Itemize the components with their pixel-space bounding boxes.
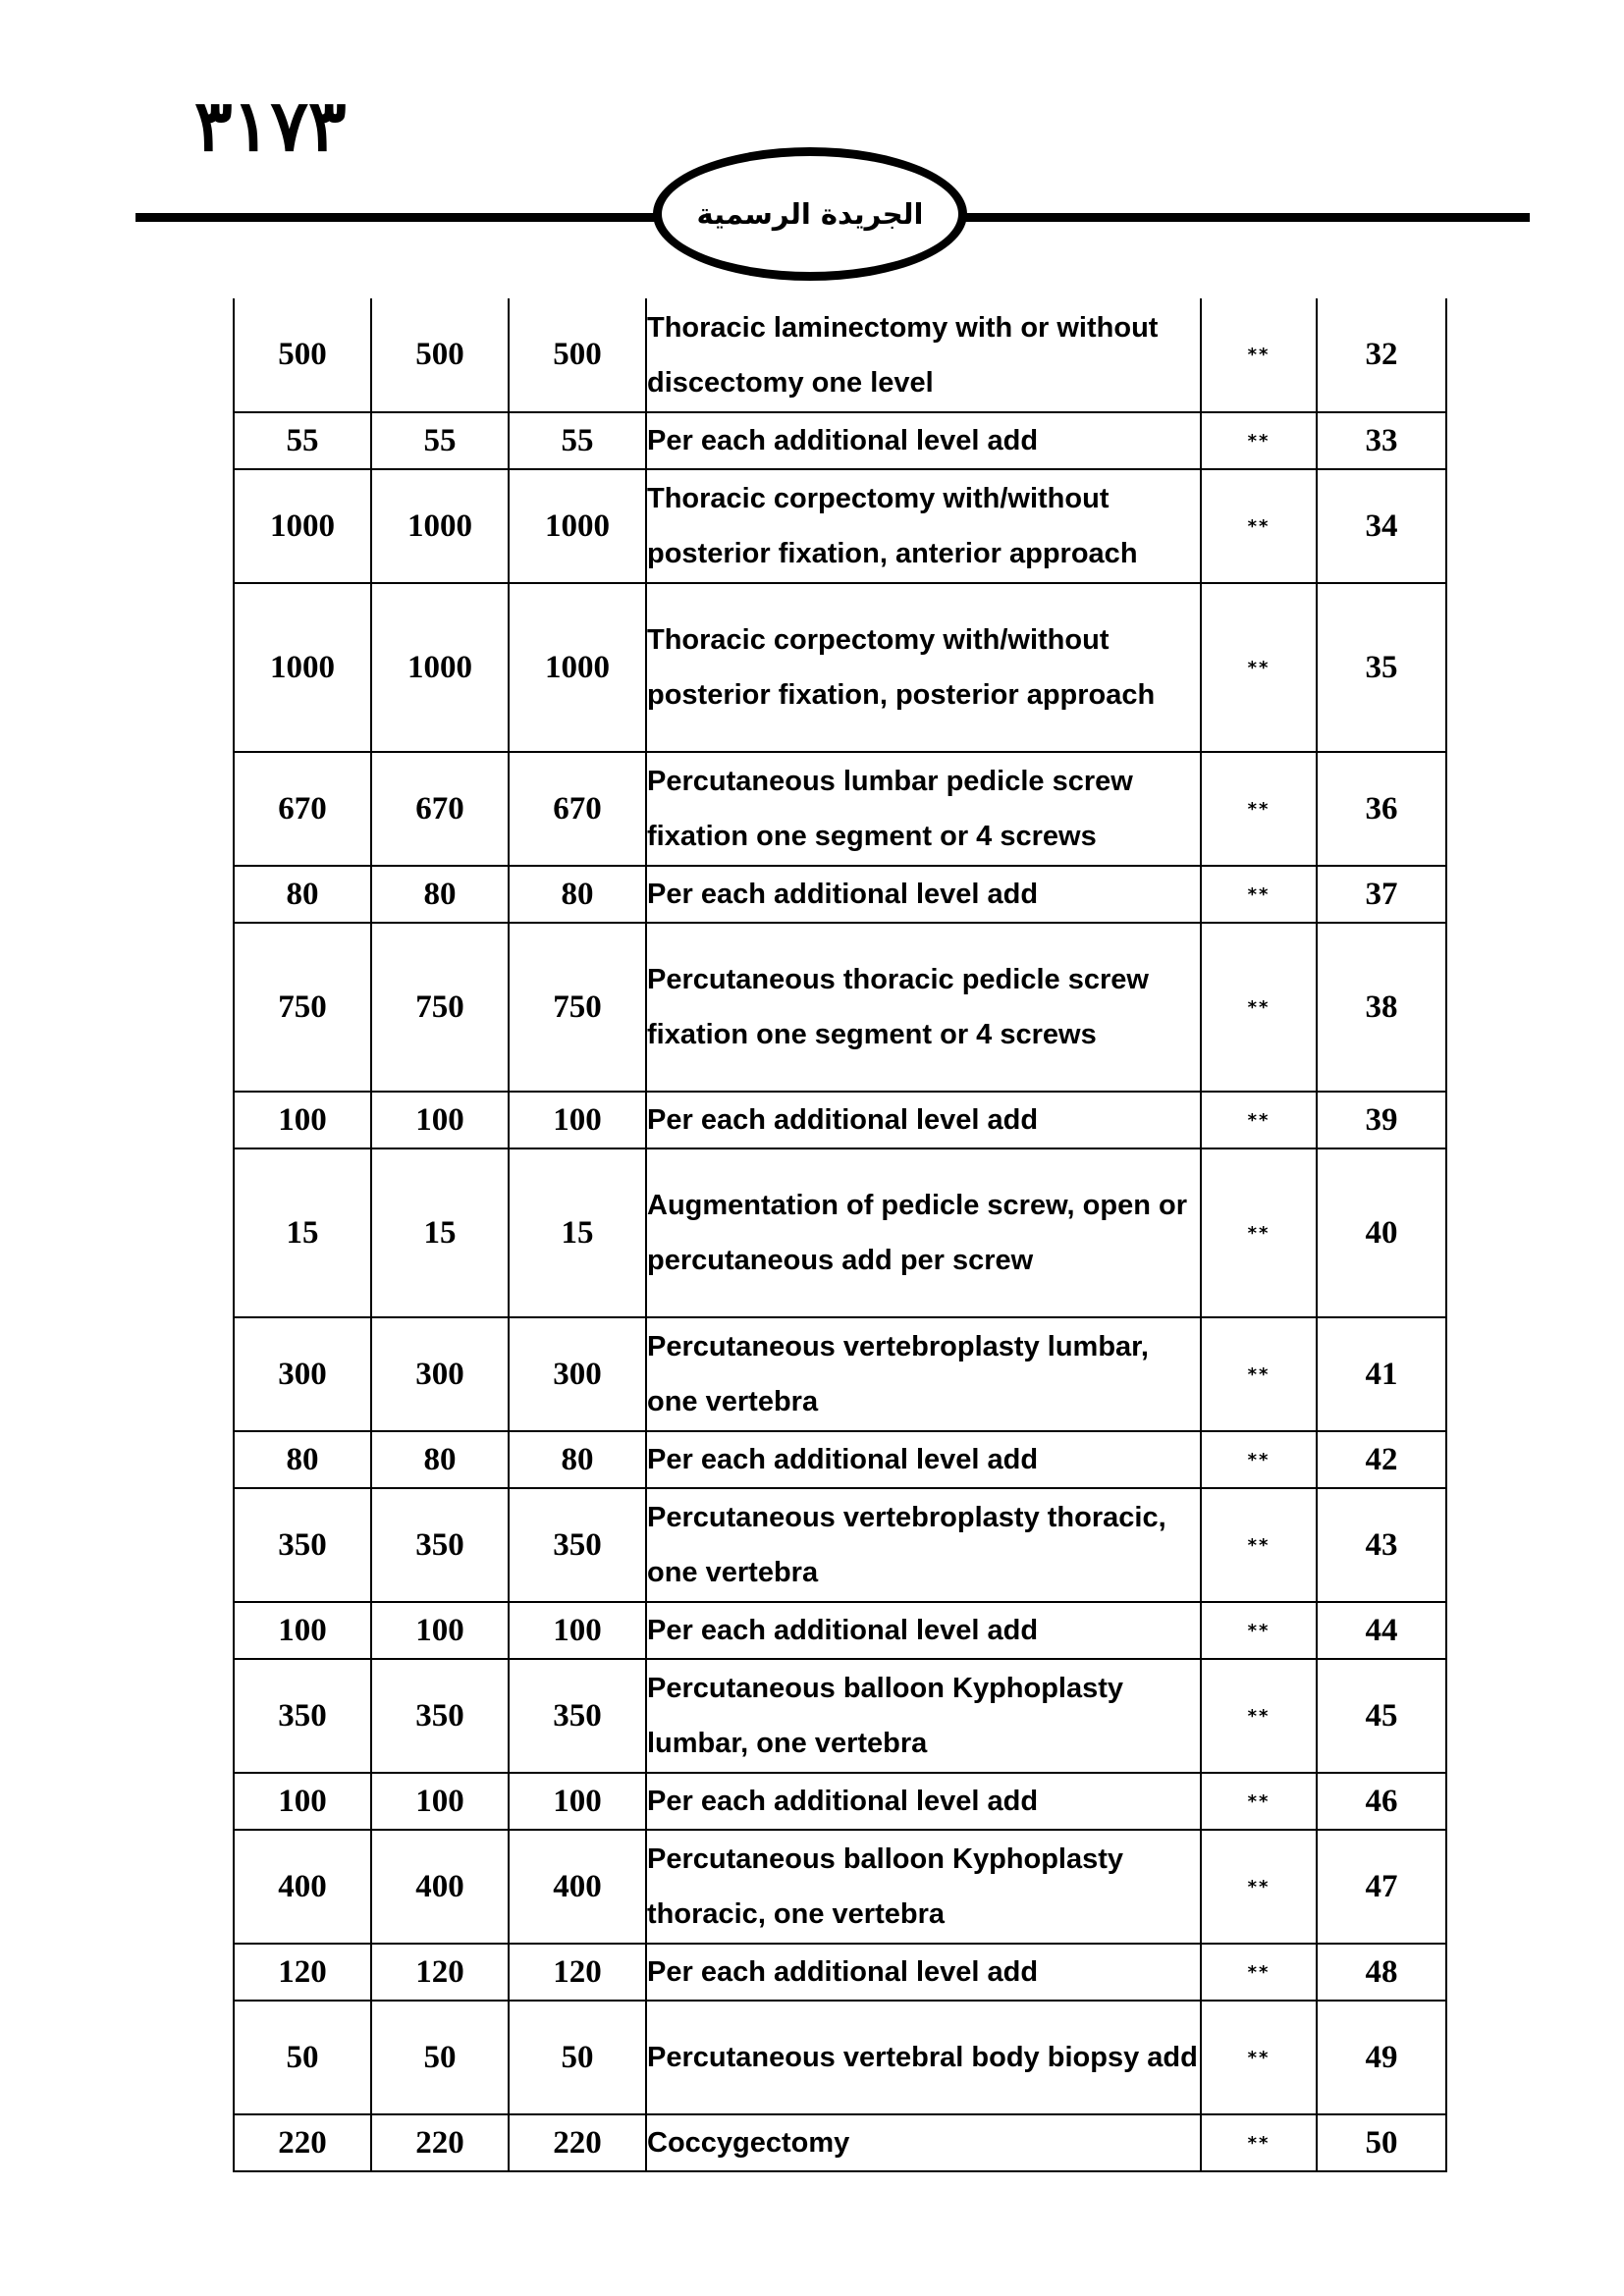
- table-row: [234, 583, 1446, 752]
- fee-value-cell: 1000: [509, 583, 646, 752]
- table-row: [234, 1944, 1446, 2001]
- fee-value-cell: 750: [234, 923, 371, 1092]
- fee-value-cell: 100: [234, 1773, 371, 1830]
- double-asterisk-mark: **: [1201, 412, 1317, 469]
- table-row: [234, 1830, 1446, 1944]
- fee-value-cell: 15: [509, 1148, 646, 1317]
- double-asterisk-mark: **: [1201, 1431, 1317, 1488]
- procedure-description-cell: Per each additional level add: [646, 866, 1201, 923]
- table-row: [234, 1148, 1446, 1317]
- double-asterisk-mark: **: [1201, 1092, 1317, 1148]
- fees-table-body: [234, 298, 1446, 2171]
- item-number-cell: 42: [1317, 1431, 1446, 1488]
- fee-value-cell: 100: [371, 1092, 509, 1148]
- procedure-description-cell: Per each additional level add: [646, 1092, 1201, 1148]
- double-asterisk-mark: **: [1201, 2001, 1317, 2114]
- item-number-cell: 37: [1317, 866, 1446, 923]
- fee-value-cell: 100: [371, 1773, 509, 1830]
- item-number-cell: 35: [1317, 583, 1446, 752]
- fee-value-cell: 100: [509, 1602, 646, 1659]
- fee-value-cell: 15: [234, 1148, 371, 1317]
- item-number-cell: 50: [1317, 2114, 1446, 2171]
- fee-value-cell: 120: [234, 1944, 371, 2001]
- fee-value-cell: 350: [371, 1488, 509, 1602]
- item-number-cell: 45: [1317, 1659, 1446, 1773]
- table-row: [234, 1431, 1446, 1488]
- procedure-description-cell: Augmentation of pedicle screw, open or percutaneous add per screw: [646, 1148, 1201, 1317]
- procedure-description-cell: Percutaneous thoracic pedicle screw fixation one segment or 4 screws: [646, 923, 1201, 1092]
- fee-value-cell: 50: [234, 2001, 371, 2114]
- table-row: [234, 1659, 1446, 1773]
- item-number-cell: 39: [1317, 1092, 1446, 1148]
- procedure-description-cell: Percutaneous balloon Kyphoplasty thoracic, one vertebra: [646, 1830, 1201, 1944]
- table-row: [234, 1488, 1446, 1602]
- fee-value-cell: 55: [509, 412, 646, 469]
- fee-value-cell: 300: [509, 1317, 646, 1431]
- item-number-cell: 43: [1317, 1488, 1446, 1602]
- fee-value-cell: 100: [371, 1602, 509, 1659]
- item-number-cell: 48: [1317, 1944, 1446, 2001]
- table-row: [234, 1317, 1446, 1431]
- fee-value-cell: 80: [234, 1431, 371, 1488]
- fee-value-cell: 400: [509, 1830, 646, 1944]
- fees-table: [233, 298, 1447, 2172]
- fee-value-cell: 1000: [371, 469, 509, 583]
- fee-value-cell: 120: [509, 1944, 646, 2001]
- gazette-title: الجريدة الرسمية: [696, 197, 924, 231]
- fee-value-cell: 300: [234, 1317, 371, 1431]
- fee-value-cell: 80: [371, 1431, 509, 1488]
- procedure-description-cell: Per each additional level add: [646, 412, 1201, 469]
- fee-value-cell: 670: [371, 752, 509, 866]
- fee-value-cell: 100: [509, 1773, 646, 1830]
- fee-value-cell: 350: [509, 1659, 646, 1773]
- fee-value-cell: 1000: [234, 469, 371, 583]
- item-number-cell: 33: [1317, 412, 1446, 469]
- procedure-description-cell: Per each additional level add: [646, 1944, 1201, 2001]
- procedure-description-cell: Per each additional level add: [646, 1602, 1201, 1659]
- fee-value-cell: 15: [371, 1148, 509, 1317]
- double-asterisk-mark: **: [1201, 583, 1317, 752]
- fee-value-cell: 350: [234, 1488, 371, 1602]
- procedure-description-cell: Percutaneous vertebroplasty thoracic, one vertebra: [646, 1488, 1201, 1602]
- table-row: [234, 412, 1446, 469]
- fee-value-cell: 55: [371, 412, 509, 469]
- double-asterisk-mark: **: [1201, 2114, 1317, 2171]
- fee-value-cell: 120: [371, 1944, 509, 2001]
- fee-value-cell: 670: [509, 752, 646, 866]
- table-row: [234, 298, 1446, 412]
- procedure-description-cell: Percutaneous vertebroplasty lumbar, one vertebra: [646, 1317, 1201, 1431]
- double-asterisk-mark: **: [1201, 1602, 1317, 1659]
- double-asterisk-mark: **: [1201, 1773, 1317, 1830]
- fee-value-cell: 55: [234, 412, 371, 469]
- double-asterisk-mark: **: [1201, 1148, 1317, 1317]
- item-number-cell: 40: [1317, 1148, 1446, 1317]
- double-asterisk-mark: **: [1201, 923, 1317, 1092]
- fee-value-cell: 80: [234, 866, 371, 923]
- item-number-cell: 41: [1317, 1317, 1446, 1431]
- item-number-cell: 38: [1317, 923, 1446, 1092]
- fee-value-cell: 80: [509, 866, 646, 923]
- double-asterisk-mark: **: [1201, 1944, 1317, 2001]
- fee-value-cell: 300: [371, 1317, 509, 1431]
- double-asterisk-mark: **: [1201, 752, 1317, 866]
- table-row: [234, 866, 1446, 923]
- procedure-description-cell: Per each additional level add: [646, 1431, 1201, 1488]
- fee-value-cell: 100: [509, 1092, 646, 1148]
- procedure-description-cell: Coccygectomy: [646, 2114, 1201, 2171]
- fee-value-cell: 50: [509, 2001, 646, 2114]
- fee-value-cell: 220: [509, 2114, 646, 2171]
- fee-value-cell: 220: [234, 2114, 371, 2171]
- double-asterisk-mark: **: [1201, 1830, 1317, 1944]
- fee-value-cell: 400: [371, 1830, 509, 1944]
- fee-value-cell: 50: [371, 2001, 509, 2114]
- table-row: [234, 1602, 1446, 1659]
- table-row: [234, 1092, 1446, 1148]
- table-row: [234, 469, 1446, 583]
- item-number-cell: 32: [1317, 298, 1446, 412]
- fee-value-cell: 100: [234, 1602, 371, 1659]
- table-row: [234, 1773, 1446, 1830]
- procedure-description-cell: Percutaneous vertebral body biopsy add: [646, 2001, 1201, 2114]
- double-asterisk-mark: **: [1201, 866, 1317, 923]
- fee-value-cell: 500: [509, 298, 646, 412]
- item-number-cell: 36: [1317, 752, 1446, 866]
- fee-value-cell: 100: [234, 1092, 371, 1148]
- fee-value-cell: 500: [234, 298, 371, 412]
- fee-value-cell: 670: [234, 752, 371, 866]
- item-number-cell: 47: [1317, 1830, 1446, 1944]
- fee-value-cell: 500: [371, 298, 509, 412]
- item-number-cell: 49: [1317, 2001, 1446, 2114]
- fee-value-cell: 1000: [371, 583, 509, 752]
- item-number-cell: 46: [1317, 1773, 1446, 1830]
- procedure-description-cell: Thoracic corpectomy with/without posterior fixation, anterior approach: [646, 469, 1201, 583]
- table-row: [234, 752, 1446, 866]
- procedure-description-cell: Percutaneous balloon Kyphoplasty lumbar, one vertebra: [646, 1659, 1201, 1773]
- procedure-description-cell: Thoracic corpectomy with/without posterior fixation, posterior approach: [646, 583, 1201, 752]
- procedure-description-cell: Percutaneous lumbar pedicle screw fixation one segment or 4 screws: [646, 752, 1201, 866]
- fee-value-cell: 1000: [234, 583, 371, 752]
- table-row: [234, 2001, 1446, 2114]
- fee-value-cell: 750: [371, 923, 509, 1092]
- page-number: ٣١٧٣: [194, 83, 347, 167]
- table-row: [234, 923, 1446, 1092]
- fee-value-cell: 750: [509, 923, 646, 1092]
- double-asterisk-mark: **: [1201, 298, 1317, 412]
- procedure-description-cell: Per each additional level add: [646, 1773, 1201, 1830]
- table-row: [234, 2114, 1446, 2171]
- double-asterisk-mark: **: [1201, 469, 1317, 583]
- double-asterisk-mark: **: [1201, 1317, 1317, 1431]
- double-asterisk-mark: **: [1201, 1488, 1317, 1602]
- fee-value-cell: 1000: [509, 469, 646, 583]
- fee-value-cell: 80: [371, 866, 509, 923]
- fee-value-cell: 350: [234, 1659, 371, 1773]
- item-number-cell: 44: [1317, 1602, 1446, 1659]
- fee-value-cell: 220: [371, 2114, 509, 2171]
- fee-value-cell: 350: [509, 1488, 646, 1602]
- fee-value-cell: 400: [234, 1830, 371, 1944]
- fee-value-cell: 80: [509, 1431, 646, 1488]
- gazette-title-oval: [653, 147, 967, 281]
- item-number-cell: 34: [1317, 469, 1446, 583]
- double-asterisk-mark: **: [1201, 1659, 1317, 1773]
- procedure-description-cell: Thoracic laminectomy with or without discectomy one level: [646, 298, 1201, 412]
- fee-value-cell: 350: [371, 1659, 509, 1773]
